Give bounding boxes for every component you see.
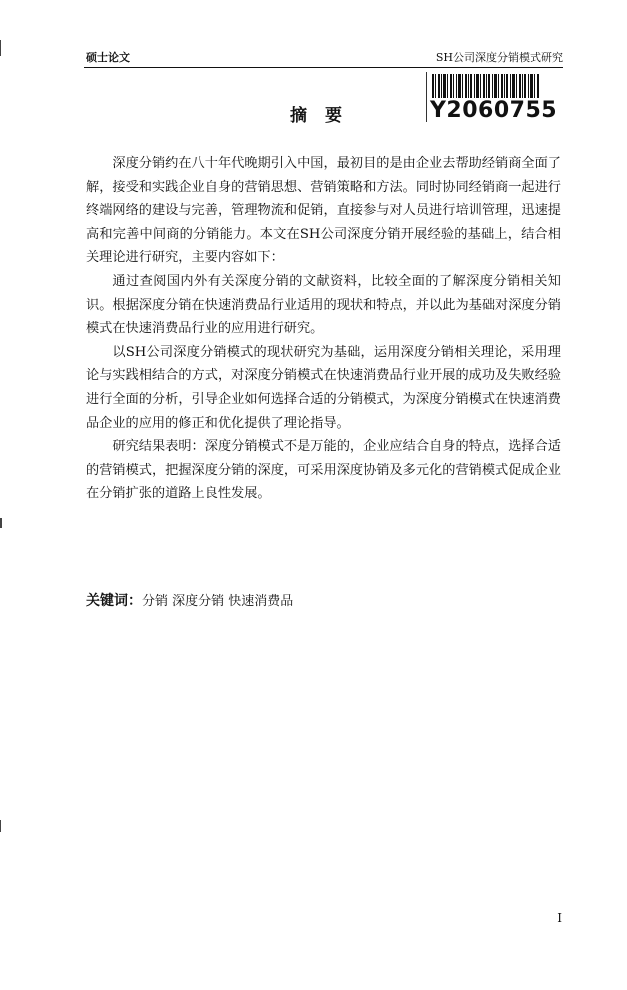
abstract-paragraph: 研究结果表明：深度分销模式不是万能的，企业应结合自身的特点，选择合适的营销模式，把握深度分销的深度，可采用深度协销及多元化的营销模式促成企业在分销扩张的道路上良性发展。 <box>86 439 561 502</box>
scan-artifact <box>0 820 1 832</box>
keywords-line <box>86 591 293 612</box>
page-number: I <box>557 911 562 925</box>
library-barcode <box>426 72 558 128</box>
abstract-paragraph: 通过查阅国内外有关深度分销的文献资料，比较全面的了解深度分销相关知识。根据深度分销在快速消费品行业适用的现状和特点，并以此为基础对深度分销模式在快速消费品行业的应用进行研究。 <box>86 273 561 337</box>
keywords-items: 分销 深度分销 快速消费品 <box>142 594 294 609</box>
scan-artifact <box>0 40 1 56</box>
barcode-frame-line <box>426 72 427 122</box>
running-header-right: SH公司深度分销模式研究 <box>435 51 563 64</box>
abstract-title: 摘要 <box>290 106 360 126</box>
keywords-label: 关键词： <box>86 593 142 609</box>
header-divider <box>84 67 563 68</box>
scan-artifact <box>0 518 2 528</box>
abstract-body <box>86 152 561 506</box>
abstract-paragraph: 以SH公司深度分销模式的现状研究为基础，运用深度分销相关理论，采用理论与实践相结合的方式，对深度分销模式在快速消费品行业开展的成功及失败经验进行全面的分析，引导企业如何选择合适的分销模式，为深度分销模式在快速消费品企业的应用的修正和优化提供了理论指导。 <box>86 344 561 431</box>
abstract-paragraph: 深度分销约在八十年代晚期引入中国，最初目的是由企业去帮助经销商全面了解，接受和实践企业自身的营销思想、营销策略和方法。同时协同经销商一起进行终端网络的建设与完善，管理物流和促销，直接参与对人员进行培训管理，迅速提高和完善中间商的分销能力。本文在SH公司深度分销开展经验的基础上，结合相关理论进行研究，主要内容如下： <box>86 156 561 266</box>
running-header-left: 硕士论文 <box>86 51 130 64</box>
barcode-number: Y2060755 <box>430 98 558 123</box>
barcode-bars <box>432 74 540 98</box>
